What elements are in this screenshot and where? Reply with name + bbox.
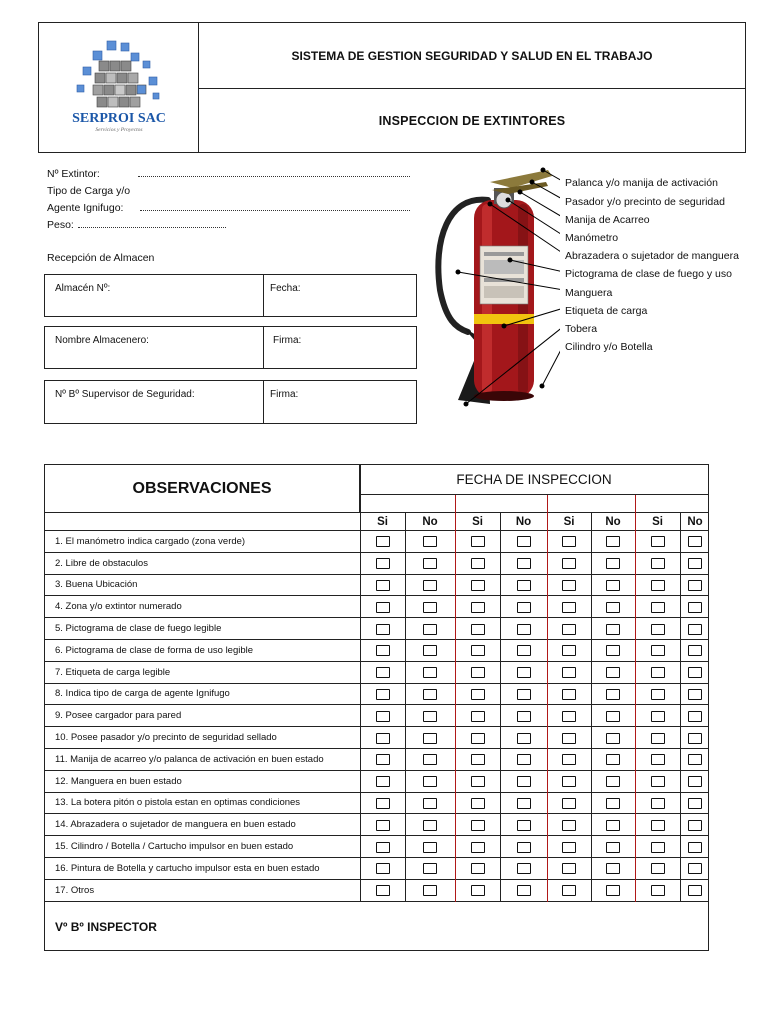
checkbox-no[interactable] bbox=[517, 558, 531, 569]
checkbox-no[interactable] bbox=[423, 798, 437, 809]
table-row bbox=[45, 771, 708, 793]
checkbox-no[interactable] bbox=[688, 667, 702, 678]
checkbox-no[interactable] bbox=[517, 733, 531, 744]
item-label: 16. Pintura de Botella y cartucho impulsor esta en buen estado bbox=[55, 862, 320, 874]
column-header: No bbox=[605, 516, 621, 528]
checkbox-no[interactable] bbox=[688, 820, 702, 831]
checkbox-si[interactable] bbox=[471, 842, 485, 853]
item-label: 2. Libre de obstaculos bbox=[55, 557, 148, 569]
firma-label: Firma: bbox=[273, 335, 302, 346]
table-row bbox=[45, 640, 708, 662]
tipo-carga-label-2: Agente Ignifugo: bbox=[47, 202, 124, 214]
checkbox-si[interactable] bbox=[651, 776, 665, 787]
table-row bbox=[45, 553, 708, 575]
date-group-separator bbox=[455, 495, 456, 902]
checkbox-si[interactable] bbox=[376, 733, 390, 744]
item-label: 17. Otros bbox=[55, 884, 95, 896]
checkbox-no[interactable] bbox=[517, 754, 531, 765]
box-divider bbox=[263, 327, 264, 368]
checkbox-si[interactable] bbox=[471, 580, 485, 591]
item-label: 10. Posee pasador y/o precinto de seguridad sellado bbox=[55, 732, 277, 744]
almacenero-box bbox=[44, 326, 417, 369]
item-label: 3. Buena Ubicación bbox=[55, 579, 138, 591]
checkbox-no[interactable] bbox=[423, 624, 437, 635]
checkbox-si[interactable] bbox=[651, 580, 665, 591]
peso-label: Peso: bbox=[47, 219, 74, 231]
checkbox-no[interactable] bbox=[423, 733, 437, 744]
box-divider bbox=[263, 275, 264, 316]
nombre-almacenero-label: Nombre Almacenero: bbox=[55, 335, 149, 346]
date-group-separator bbox=[547, 495, 548, 902]
checkbox-si[interactable] bbox=[562, 798, 576, 809]
checkbox-no[interactable] bbox=[517, 885, 531, 896]
checkbox-si[interactable] bbox=[471, 536, 485, 547]
checkbox-no[interactable] bbox=[423, 776, 437, 787]
column-header: No bbox=[687, 516, 703, 528]
checkbox-si[interactable] bbox=[562, 645, 576, 656]
table-row bbox=[45, 814, 708, 836]
checkbox-no[interactable] bbox=[423, 645, 437, 656]
tipo-carga-label-1: Tipo de Carga y/o bbox=[47, 185, 131, 197]
checkbox-si[interactable] bbox=[471, 798, 485, 809]
checkbox-si[interactable] bbox=[376, 885, 390, 896]
checkbox-no[interactable] bbox=[688, 558, 702, 569]
item-label: 1. El manómetro indica cargado (zona verde) bbox=[55, 535, 246, 547]
checkbox-si[interactable] bbox=[376, 536, 390, 547]
checkbox-si[interactable] bbox=[651, 820, 665, 831]
column-divider bbox=[680, 513, 681, 902]
checkbox-no[interactable] bbox=[606, 820, 620, 831]
checkbox-si[interactable] bbox=[471, 689, 485, 700]
document-title: INSPECCION DE EXTINTORES bbox=[378, 113, 566, 128]
checkbox-no[interactable] bbox=[423, 711, 437, 722]
column-divider bbox=[360, 465, 361, 902]
item-label: 13. La botera pitón o pistola estan en optimas condiciones bbox=[55, 797, 301, 809]
checkbox-si[interactable] bbox=[651, 558, 665, 569]
supervisor-label: Nº Bº Supervisor de Seguridad: bbox=[55, 389, 195, 400]
table-row bbox=[45, 793, 708, 815]
fecha-label: Fecha: bbox=[270, 283, 301, 294]
checkbox-no[interactable] bbox=[606, 754, 620, 765]
checkbox-no[interactable] bbox=[688, 885, 702, 896]
checkbox-si[interactable] bbox=[651, 863, 665, 874]
checkbox-no[interactable] bbox=[688, 733, 702, 744]
checkbox-no[interactable] bbox=[606, 624, 620, 635]
part-label: Pictograma de clase de fuego y uso bbox=[565, 268, 732, 280]
checkbox-no[interactable] bbox=[423, 863, 437, 874]
checkbox-no[interactable] bbox=[423, 536, 437, 547]
checkbox-no[interactable] bbox=[688, 863, 702, 874]
extintor-line[interactable] bbox=[138, 176, 410, 177]
peso-line[interactable] bbox=[78, 227, 226, 228]
part-label: Cilindro y/o Botella bbox=[565, 341, 653, 353]
checkbox-si[interactable] bbox=[376, 798, 390, 809]
checkbox-si[interactable] bbox=[471, 820, 485, 831]
checkbox-no[interactable] bbox=[606, 645, 620, 656]
column-header-row bbox=[45, 513, 708, 531]
fecha-inspeccion-title: FECHA DE INSPECCION bbox=[360, 465, 708, 495]
box-divider bbox=[263, 381, 264, 423]
checkbox-si[interactable] bbox=[562, 624, 576, 635]
recepcion-label: Recepción de Almacen bbox=[47, 252, 155, 264]
checkbox-no[interactable] bbox=[688, 798, 702, 809]
supervisor-box bbox=[44, 380, 417, 424]
checkbox-no[interactable] bbox=[517, 667, 531, 678]
column-divider bbox=[500, 513, 501, 902]
table-row bbox=[45, 575, 708, 597]
checkbox-no[interactable] bbox=[517, 602, 531, 613]
checkbox-si[interactable] bbox=[651, 842, 665, 853]
column-divider bbox=[405, 513, 406, 902]
checkbox-si[interactable] bbox=[562, 754, 576, 765]
table-row bbox=[45, 684, 708, 706]
checkbox-si[interactable] bbox=[376, 754, 390, 765]
item-label: 7. Etiqueta de carga legible bbox=[55, 666, 171, 678]
checkbox-no[interactable] bbox=[517, 624, 531, 635]
checkbox-no[interactable] bbox=[517, 776, 531, 787]
column-header: Si bbox=[652, 516, 663, 528]
logo-cell bbox=[39, 23, 199, 152]
part-label: Abrazadera o sujetador de manguera bbox=[565, 250, 739, 262]
checkbox-si[interactable] bbox=[376, 711, 390, 722]
checkbox-si[interactable] bbox=[562, 580, 576, 591]
checkbox-si[interactable] bbox=[376, 667, 390, 678]
column-header: No bbox=[515, 516, 532, 528]
checkbox-si[interactable] bbox=[651, 602, 665, 613]
checkbox-no[interactable] bbox=[688, 580, 702, 591]
checkbox-no[interactable] bbox=[606, 733, 620, 744]
logo-tagline: Servicios y Proyectos bbox=[95, 127, 143, 133]
date-group-separator bbox=[635, 495, 636, 902]
checkbox-si[interactable] bbox=[376, 580, 390, 591]
table-row bbox=[45, 727, 708, 749]
part-label: Manguera bbox=[565, 287, 613, 299]
column-header: Si bbox=[377, 516, 388, 528]
checkbox-si[interactable] bbox=[651, 624, 665, 635]
checkbox-si[interactable] bbox=[651, 711, 665, 722]
checkbox-si[interactable] bbox=[471, 733, 485, 744]
checkbox-no[interactable] bbox=[606, 602, 620, 613]
checkbox-no[interactable] bbox=[606, 667, 620, 678]
part-label: Tobera bbox=[565, 323, 598, 335]
table-row bbox=[45, 596, 708, 618]
table-row bbox=[45, 880, 708, 902]
part-label: Etiqueta de carga bbox=[565, 305, 648, 317]
checkbox-no[interactable] bbox=[423, 580, 437, 591]
checkbox-si[interactable] bbox=[471, 885, 485, 896]
logo-name: SERPROI SAC bbox=[72, 111, 166, 126]
part-label: Manija de Acarreo bbox=[565, 214, 650, 226]
checkbox-no[interactable] bbox=[688, 754, 702, 765]
checkbox-si[interactable] bbox=[562, 885, 576, 896]
checkbox-no[interactable] bbox=[606, 536, 620, 547]
table-row bbox=[45, 705, 708, 727]
checkbox-si[interactable] bbox=[376, 863, 390, 874]
checkbox-no[interactable] bbox=[423, 689, 437, 700]
document-header bbox=[38, 22, 746, 153]
checkbox-no[interactable] bbox=[517, 689, 531, 700]
checkbox-si[interactable] bbox=[376, 558, 390, 569]
checkbox-si[interactable] bbox=[562, 711, 576, 722]
checkbox-no[interactable] bbox=[606, 842, 620, 853]
item-label: 5. Pictograma de clase de fuego legible bbox=[55, 623, 222, 635]
checkbox-no[interactable] bbox=[688, 536, 702, 547]
item-label: 8. Indica tipo de carga de agente Ignifugo bbox=[55, 688, 230, 700]
table-row bbox=[45, 531, 708, 553]
checkbox-no[interactable] bbox=[423, 842, 437, 853]
checkbox-si[interactable] bbox=[471, 667, 485, 678]
checkbox-no[interactable] bbox=[688, 624, 702, 635]
checkbox-no[interactable] bbox=[688, 645, 702, 656]
checkbox-no[interactable] bbox=[423, 558, 437, 569]
column-header: Si bbox=[472, 516, 483, 528]
column-divider bbox=[591, 513, 592, 902]
checkbox-no[interactable] bbox=[606, 885, 620, 896]
vb-inspector-label: Vº Bº INSPECTOR bbox=[55, 920, 157, 934]
checkbox-no[interactable] bbox=[606, 798, 620, 809]
checkbox-si[interactable] bbox=[651, 536, 665, 547]
checkbox-si[interactable] bbox=[471, 624, 485, 635]
checkbox-si[interactable] bbox=[562, 558, 576, 569]
checkbox-no[interactable] bbox=[517, 580, 531, 591]
checkbox-si[interactable] bbox=[471, 776, 485, 787]
checkbox-si[interactable] bbox=[562, 863, 576, 874]
checkbox-si[interactable] bbox=[651, 645, 665, 656]
checkbox-si[interactable] bbox=[471, 602, 485, 613]
table-row bbox=[45, 662, 708, 684]
extinguisher-illustration bbox=[428, 160, 560, 416]
checkbox-no[interactable] bbox=[606, 558, 620, 569]
checkbox-si[interactable] bbox=[651, 885, 665, 896]
observaciones-title: OBSERVACIONES bbox=[45, 465, 360, 513]
checkbox-no[interactable] bbox=[688, 711, 702, 722]
checkbox-no[interactable] bbox=[517, 863, 531, 874]
checkbox-no[interactable] bbox=[688, 776, 702, 787]
checkbox-no[interactable] bbox=[423, 885, 437, 896]
item-label: 14. Abrazadera o sujetador de manguera en buen estado bbox=[55, 819, 296, 831]
checkbox-si[interactable] bbox=[651, 689, 665, 700]
checkbox-no[interactable] bbox=[606, 776, 620, 787]
table-row bbox=[45, 749, 708, 771]
checkbox-si[interactable] bbox=[562, 733, 576, 744]
checkbox-si[interactable] bbox=[651, 754, 665, 765]
checkbox-si[interactable] bbox=[471, 558, 485, 569]
item-label: 11. Manija de acarreo y/o palanca de activación en buen estado bbox=[55, 753, 324, 765]
table-row bbox=[45, 836, 708, 858]
checkbox-si[interactable] bbox=[376, 820, 390, 831]
inspection-date-row[interactable] bbox=[360, 495, 708, 513]
checkbox-si[interactable] bbox=[471, 863, 485, 874]
checkbox-si[interactable] bbox=[376, 842, 390, 853]
checkbox-no[interactable] bbox=[606, 580, 620, 591]
checkbox-si[interactable] bbox=[376, 602, 390, 613]
checkbox-si[interactable] bbox=[376, 689, 390, 700]
checkbox-si[interactable] bbox=[376, 624, 390, 635]
part-label: Manómetro bbox=[565, 232, 619, 244]
checkbox-no[interactable] bbox=[688, 602, 702, 613]
almacen-box bbox=[44, 274, 417, 317]
item-label: 15. Cilindro / Botella / Cartucho impulsor en buen estado bbox=[55, 841, 294, 853]
firma-supervisor-label: Firma: bbox=[270, 389, 299, 400]
checkbox-no[interactable] bbox=[688, 842, 702, 853]
checkbox-no[interactable] bbox=[517, 536, 531, 547]
table-row bbox=[45, 618, 708, 640]
column-header: No bbox=[422, 516, 438, 528]
checkbox-si[interactable] bbox=[562, 689, 576, 700]
checkbox-no[interactable] bbox=[606, 711, 620, 722]
table-row bbox=[45, 858, 708, 880]
checkbox-no[interactable] bbox=[606, 863, 620, 874]
checkbox-no[interactable] bbox=[517, 645, 531, 656]
checkbox-si[interactable] bbox=[651, 798, 665, 809]
checkbox-no[interactable] bbox=[517, 798, 531, 809]
extintor-label: Nº Extintor: bbox=[47, 168, 100, 180]
system-title: SISTEMA DE GESTION SEGURIDAD Y SALUD EN EL TRABAJO bbox=[199, 23, 745, 89]
column-header: Si bbox=[563, 516, 575, 528]
inspection-table bbox=[44, 464, 709, 951]
checkbox-si[interactable] bbox=[471, 711, 485, 722]
tipo-carga-line[interactable] bbox=[140, 210, 410, 211]
checkbox-no[interactable] bbox=[688, 689, 702, 700]
almacen-label: Almacén Nº: bbox=[55, 283, 111, 294]
item-label: 9. Posee cargador para pared bbox=[55, 710, 182, 722]
checkbox-si[interactable] bbox=[562, 820, 576, 831]
checkbox-si[interactable] bbox=[562, 842, 576, 853]
checkbox-si[interactable] bbox=[471, 754, 485, 765]
checkbox-no[interactable] bbox=[423, 820, 437, 831]
checkbox-si[interactable] bbox=[376, 776, 390, 787]
checkbox-no[interactable] bbox=[517, 711, 531, 722]
checkbox-no[interactable] bbox=[423, 667, 437, 678]
checkbox-si[interactable] bbox=[471, 645, 485, 656]
checkbox-no[interactable] bbox=[606, 689, 620, 700]
checkbox-si[interactable] bbox=[651, 733, 665, 744]
checkbox-si[interactable] bbox=[562, 776, 576, 787]
item-label: 4. Zona y/o extintor numerado bbox=[55, 601, 182, 613]
checkbox-no[interactable] bbox=[517, 842, 531, 853]
checkbox-no[interactable] bbox=[423, 602, 437, 613]
item-label: 6. Pictograma de clase de forma de uso legible bbox=[55, 644, 254, 656]
checkbox-si[interactable] bbox=[651, 667, 665, 678]
checkbox-si[interactable] bbox=[562, 667, 576, 678]
checkbox-no[interactable] bbox=[423, 754, 437, 765]
part-label: Palanca y/o manija de activación bbox=[565, 177, 718, 189]
checkbox-si[interactable] bbox=[562, 536, 576, 547]
checkbox-si[interactable] bbox=[562, 602, 576, 613]
checkbox-si[interactable] bbox=[376, 645, 390, 656]
part-label: Pasador y/o precinto de seguridad bbox=[565, 196, 725, 208]
checkbox-no[interactable] bbox=[517, 820, 531, 831]
item-label: 12. Manguera en buen estado bbox=[55, 775, 182, 787]
